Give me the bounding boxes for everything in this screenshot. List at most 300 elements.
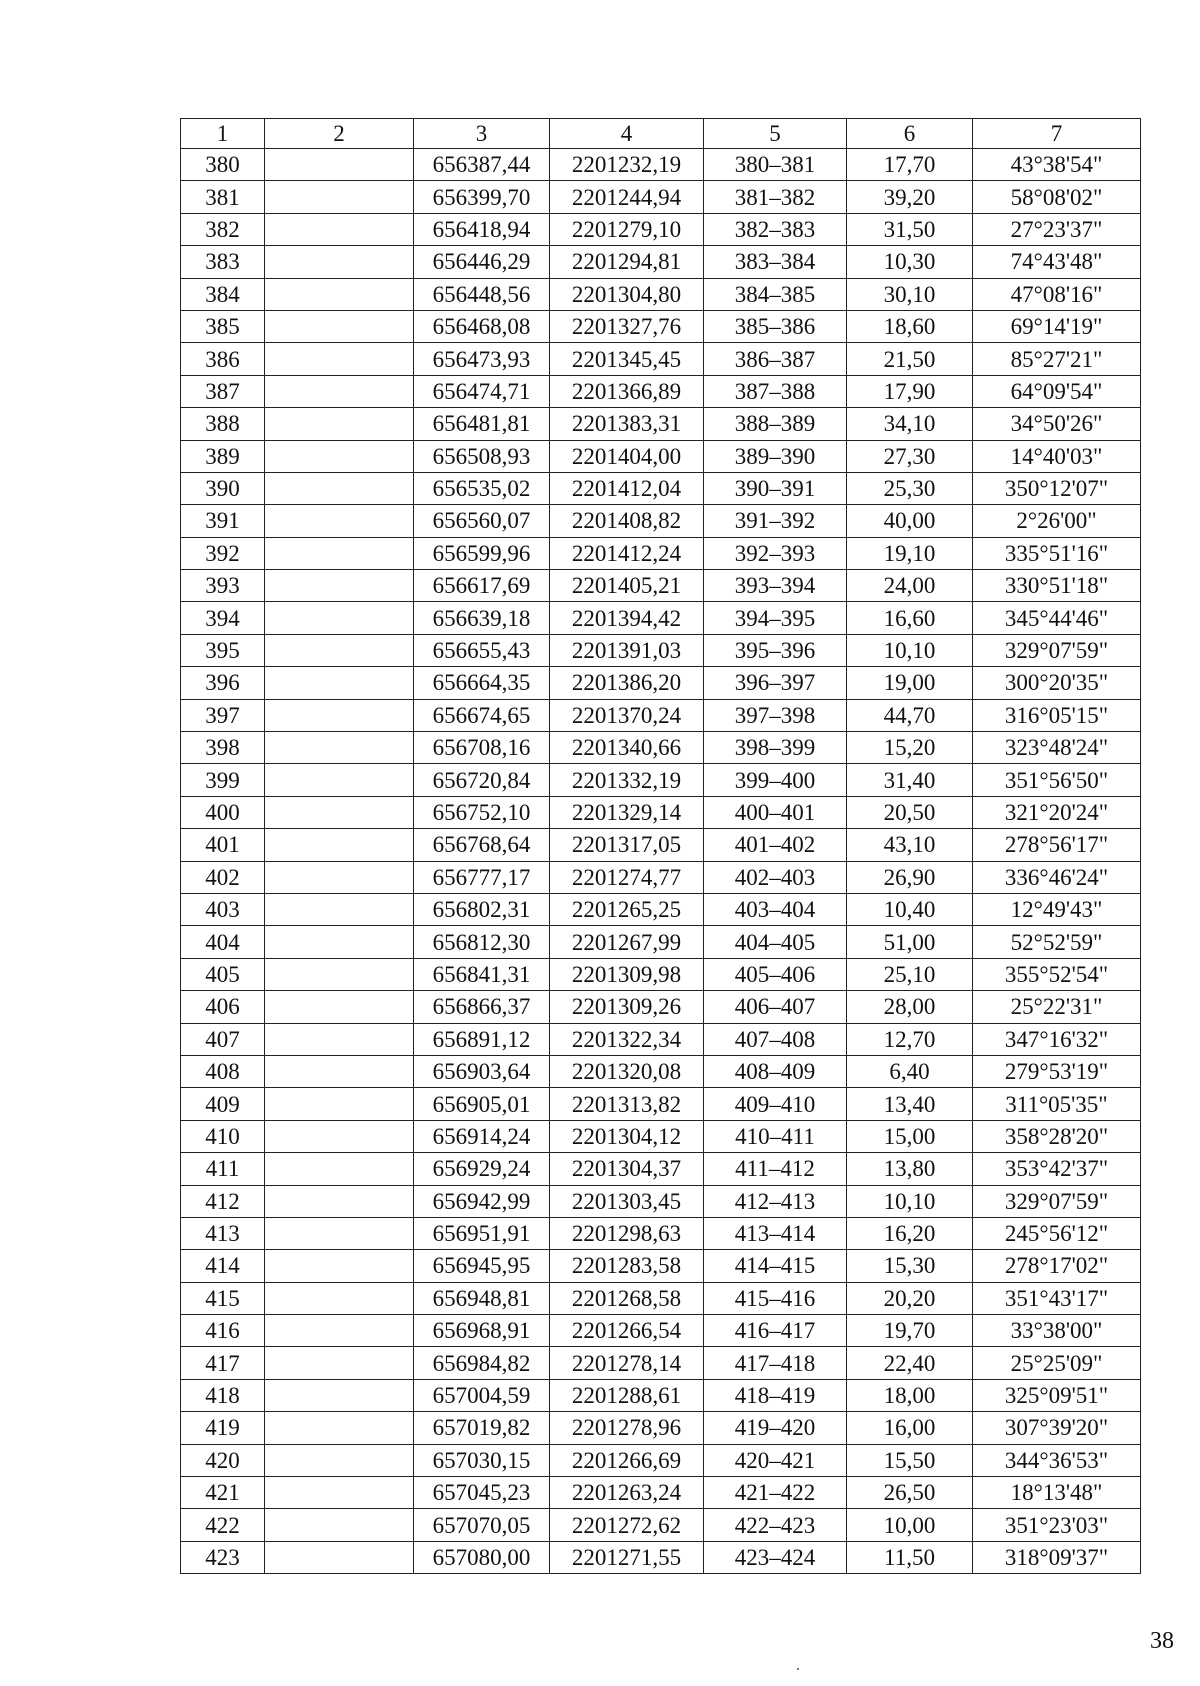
cell-y-coordinate: 2201271,55 — [550, 1541, 704, 1573]
table-row — [181, 893, 1141, 925]
cell-x-coordinate: 656481,81 — [414, 408, 550, 440]
cell-length: 28,00 — [847, 991, 973, 1023]
cell-col-2 — [265, 667, 414, 699]
table-header — [181, 119, 1141, 149]
table-row — [181, 1509, 1141, 1541]
cell-segment: 382–383 — [704, 213, 847, 245]
cell-segment: 402–403 — [704, 861, 847, 893]
cell-segment: 421–422 — [704, 1477, 847, 1509]
cell-y-coordinate: 2201244,94 — [550, 181, 704, 213]
cell-length: 12,70 — [847, 1023, 973, 1055]
cell-bearing: 47°08'16" — [973, 278, 1141, 310]
cell-y-coordinate: 2201279,10 — [550, 213, 704, 245]
cell-point-number: 408 — [181, 1055, 265, 1087]
cell-x-coordinate: 656535,02 — [414, 472, 550, 504]
cell-col-2 — [265, 149, 414, 181]
cell-point-number: 395 — [181, 634, 265, 666]
cell-length: 39,20 — [847, 181, 973, 213]
cell-segment: 410–411 — [704, 1120, 847, 1152]
cell-y-coordinate: 2201304,12 — [550, 1120, 704, 1152]
cell-bearing: 350°12'07" — [973, 472, 1141, 504]
cell-bearing: 351°43'17" — [973, 1282, 1141, 1314]
coordinates-table — [180, 118, 1141, 1574]
cell-point-number: 415 — [181, 1282, 265, 1314]
table-row — [181, 634, 1141, 666]
cell-bearing: 33°38'00" — [973, 1315, 1141, 1347]
cell-x-coordinate: 656720,84 — [414, 764, 550, 796]
cell-x-coordinate: 656599,96 — [414, 537, 550, 569]
cell-bearing: 25°22'31" — [973, 991, 1141, 1023]
table-row — [181, 375, 1141, 407]
cell-point-number: 402 — [181, 861, 265, 893]
cell-segment: 411–412 — [704, 1153, 847, 1185]
cell-segment: 398–399 — [704, 732, 847, 764]
cell-y-coordinate: 2201278,14 — [550, 1347, 704, 1379]
cell-bearing: 318°09'37" — [973, 1541, 1141, 1573]
cell-x-coordinate: 657080,00 — [414, 1541, 550, 1573]
cell-segment: 417–418 — [704, 1347, 847, 1379]
cell-point-number: 396 — [181, 667, 265, 699]
cell-x-coordinate: 656418,94 — [414, 213, 550, 245]
cell-point-number: 400 — [181, 796, 265, 828]
cell-segment: 394–395 — [704, 602, 847, 634]
cell-segment: 408–409 — [704, 1055, 847, 1087]
cell-length: 6,40 — [847, 1055, 973, 1087]
cell-x-coordinate: 656802,31 — [414, 893, 550, 925]
cell-y-coordinate: 2201278,96 — [550, 1412, 704, 1444]
cell-point-number: 409 — [181, 1088, 265, 1120]
cell-length: 26,50 — [847, 1477, 973, 1509]
cell-point-number: 406 — [181, 991, 265, 1023]
header-cell-2: 2 — [265, 119, 414, 149]
cell-point-number: 412 — [181, 1185, 265, 1217]
table-row — [181, 991, 1141, 1023]
cell-segment: 396–397 — [704, 667, 847, 699]
cell-x-coordinate: 656387,44 — [414, 149, 550, 181]
cell-x-coordinate: 656474,71 — [414, 375, 550, 407]
cell-length: 17,70 — [847, 149, 973, 181]
cell-y-coordinate: 2201405,21 — [550, 570, 704, 602]
cell-bearing: 43°38'54" — [973, 149, 1141, 181]
cell-y-coordinate: 2201298,63 — [550, 1217, 704, 1249]
cell-segment: 389–390 — [704, 440, 847, 472]
cell-x-coordinate: 657070,05 — [414, 1509, 550, 1541]
cell-col-2 — [265, 1444, 414, 1476]
cell-segment: 397–398 — [704, 699, 847, 731]
cell-segment: 418–419 — [704, 1379, 847, 1411]
cell-x-coordinate: 657004,59 — [414, 1379, 550, 1411]
cell-bearing: 52°52'59" — [973, 926, 1141, 958]
table-body — [181, 149, 1141, 1574]
cell-col-2 — [265, 278, 414, 310]
cell-length: 13,80 — [847, 1153, 973, 1185]
cell-length: 26,90 — [847, 861, 973, 893]
cell-bearing: 279°53'19" — [973, 1055, 1141, 1087]
cell-y-coordinate: 2201267,99 — [550, 926, 704, 958]
cell-col-2 — [265, 246, 414, 278]
cell-col-2 — [265, 181, 414, 213]
cell-bearing: 307°39'20" — [973, 1412, 1141, 1444]
cell-bearing: 321°20'24" — [973, 796, 1141, 828]
cell-bearing: 14°40'03" — [973, 440, 1141, 472]
table-row — [181, 278, 1141, 310]
cell-y-coordinate: 2201345,45 — [550, 343, 704, 375]
cell-segment: 392–393 — [704, 537, 847, 569]
cell-length: 10,00 — [847, 1509, 973, 1541]
cell-y-coordinate: 2201370,24 — [550, 699, 704, 731]
cell-col-2 — [265, 1250, 414, 1282]
table-row — [181, 796, 1141, 828]
cell-bearing: 300°20'35" — [973, 667, 1141, 699]
cell-x-coordinate: 656968,91 — [414, 1315, 550, 1347]
cell-length: 51,00 — [847, 926, 973, 958]
cell-col-2 — [265, 958, 414, 990]
table-row — [181, 699, 1141, 731]
cell-col-2 — [265, 1120, 414, 1152]
cell-segment: 404–405 — [704, 926, 847, 958]
cell-point-number: 383 — [181, 246, 265, 278]
table-row — [181, 408, 1141, 440]
cell-bearing: 345°44'46" — [973, 602, 1141, 634]
cell-x-coordinate: 656617,69 — [414, 570, 550, 602]
cell-bearing: 311°05'35" — [973, 1088, 1141, 1120]
cell-x-coordinate: 656948,81 — [414, 1282, 550, 1314]
table-row — [181, 246, 1141, 278]
cell-segment: 413–414 — [704, 1217, 847, 1249]
header-cell-3: 3 — [414, 119, 550, 149]
cell-length: 19,10 — [847, 537, 973, 569]
table-row — [181, 1541, 1141, 1573]
cell-col-2 — [265, 408, 414, 440]
cell-y-coordinate: 2201327,76 — [550, 310, 704, 342]
cell-point-number: 387 — [181, 375, 265, 407]
table-row — [181, 343, 1141, 375]
cell-bearing: 2°26'00" — [973, 505, 1141, 537]
cell-bearing: 278°56'17" — [973, 829, 1141, 861]
cell-bearing: 25°25'09" — [973, 1347, 1141, 1379]
table-row — [181, 570, 1141, 602]
cell-segment: 393–394 — [704, 570, 847, 602]
cell-point-number: 392 — [181, 537, 265, 569]
cell-col-2 — [265, 634, 414, 666]
cell-x-coordinate: 656468,08 — [414, 310, 550, 342]
table-row — [181, 1315, 1141, 1347]
cell-x-coordinate: 656446,29 — [414, 246, 550, 278]
cell-x-coordinate: 656560,07 — [414, 505, 550, 537]
cell-segment: 420–421 — [704, 1444, 847, 1476]
cell-y-coordinate: 2201309,26 — [550, 991, 704, 1023]
cell-col-2 — [265, 1088, 414, 1120]
cell-x-coordinate: 656708,16 — [414, 732, 550, 764]
cell-length: 31,40 — [847, 764, 973, 796]
cell-col-2 — [265, 310, 414, 342]
cell-bearing: 64°09'54" — [973, 375, 1141, 407]
table-row — [181, 537, 1141, 569]
cell-col-2 — [265, 1055, 414, 1087]
cell-segment: 390–391 — [704, 472, 847, 504]
cell-y-coordinate: 2201303,45 — [550, 1185, 704, 1217]
cell-col-2 — [265, 472, 414, 504]
cell-segment: 380–381 — [704, 149, 847, 181]
cell-bearing: 245°56'12" — [973, 1217, 1141, 1249]
cell-x-coordinate: 656473,93 — [414, 343, 550, 375]
cell-bearing: 335°51'16" — [973, 537, 1141, 569]
cell-col-2 — [265, 343, 414, 375]
cell-x-coordinate: 656655,43 — [414, 634, 550, 666]
cell-point-number: 393 — [181, 570, 265, 602]
cell-length: 10,10 — [847, 634, 973, 666]
cell-y-coordinate: 2201394,42 — [550, 602, 704, 634]
cell-segment: 385–386 — [704, 310, 847, 342]
cell-point-number: 420 — [181, 1444, 265, 1476]
cell-x-coordinate: 656942,99 — [414, 1185, 550, 1217]
cell-bearing: 355°52'54" — [973, 958, 1141, 990]
table-row — [181, 472, 1141, 504]
cell-segment: 388–389 — [704, 408, 847, 440]
header-cell-6: 6 — [847, 119, 973, 149]
cell-x-coordinate: 656777,17 — [414, 861, 550, 893]
cell-x-coordinate: 656399,70 — [414, 181, 550, 213]
cell-x-coordinate: 657030,15 — [414, 1444, 550, 1476]
cell-x-coordinate: 656841,31 — [414, 958, 550, 990]
cell-segment: 383–384 — [704, 246, 847, 278]
cell-x-coordinate: 656752,10 — [414, 796, 550, 828]
cell-col-2 — [265, 991, 414, 1023]
header-cell-1: 1 — [181, 119, 265, 149]
cell-bearing: 330°51'18" — [973, 570, 1141, 602]
cell-point-number: 389 — [181, 440, 265, 472]
cell-length: 18,60 — [847, 310, 973, 342]
cell-x-coordinate: 656768,64 — [414, 829, 550, 861]
cell-point-number: 405 — [181, 958, 265, 990]
cell-segment: 416–417 — [704, 1315, 847, 1347]
cell-point-number: 407 — [181, 1023, 265, 1055]
cell-col-2 — [265, 699, 414, 731]
table-row — [181, 1477, 1141, 1509]
cell-point-number: 413 — [181, 1217, 265, 1249]
cell-segment: 423–424 — [704, 1541, 847, 1573]
cell-x-coordinate: 656664,35 — [414, 667, 550, 699]
cell-x-coordinate: 656674,65 — [414, 699, 550, 731]
cell-col-2 — [265, 1412, 414, 1444]
cell-point-number: 421 — [181, 1477, 265, 1509]
cell-x-coordinate: 656448,56 — [414, 278, 550, 310]
cell-length: 20,20 — [847, 1282, 973, 1314]
cell-y-coordinate: 2201263,24 — [550, 1477, 704, 1509]
cell-length: 25,30 — [847, 472, 973, 504]
cell-segment: 405–406 — [704, 958, 847, 990]
table-row — [181, 1120, 1141, 1152]
cell-length: 17,90 — [847, 375, 973, 407]
cell-length: 22,40 — [847, 1347, 973, 1379]
cell-length: 30,10 — [847, 278, 973, 310]
header-cell-5: 5 — [704, 119, 847, 149]
cell-y-coordinate: 2201386,20 — [550, 667, 704, 699]
cell-col-2 — [265, 1185, 414, 1217]
cell-segment: 422–423 — [704, 1509, 847, 1541]
cell-segment: 391–392 — [704, 505, 847, 537]
cell-length: 16,20 — [847, 1217, 973, 1249]
table-row — [181, 732, 1141, 764]
cell-bearing: 85°27'21" — [973, 343, 1141, 375]
cell-y-coordinate: 2201322,34 — [550, 1023, 704, 1055]
cell-bearing: 18°13'48" — [973, 1477, 1141, 1509]
cell-bearing: 351°23'03" — [973, 1509, 1141, 1541]
cell-segment: 409–410 — [704, 1088, 847, 1120]
cell-point-number: 416 — [181, 1315, 265, 1347]
cell-bearing: 58°08'02" — [973, 181, 1141, 213]
cell-segment: 419–420 — [704, 1412, 847, 1444]
cell-y-coordinate: 2201232,19 — [550, 149, 704, 181]
cell-length: 31,50 — [847, 213, 973, 245]
cell-x-coordinate: 656639,18 — [414, 602, 550, 634]
cell-col-2 — [265, 1153, 414, 1185]
cell-bearing: 329°07'59" — [973, 634, 1141, 666]
cell-length: 20,50 — [847, 796, 973, 828]
cell-col-2 — [265, 1379, 414, 1411]
table-row — [181, 1444, 1141, 1476]
cell-y-coordinate: 2201265,25 — [550, 893, 704, 925]
cell-col-2 — [265, 1315, 414, 1347]
cell-bearing: 325°09'51" — [973, 1379, 1141, 1411]
table-row — [181, 1185, 1141, 1217]
cell-y-coordinate: 2201313,82 — [550, 1088, 704, 1120]
cell-y-coordinate: 2201408,82 — [550, 505, 704, 537]
cell-bearing: 74°43'48" — [973, 246, 1141, 278]
cell-bearing: 316°05'15" — [973, 699, 1141, 731]
cell-col-2 — [265, 796, 414, 828]
cell-col-2 — [265, 893, 414, 925]
cell-length: 44,70 — [847, 699, 973, 731]
cell-segment: 415–416 — [704, 1282, 847, 1314]
table-row — [181, 1055, 1141, 1087]
cell-point-number: 385 — [181, 310, 265, 342]
cell-bearing: 336°46'24" — [973, 861, 1141, 893]
table-row — [181, 1250, 1141, 1282]
table-row — [181, 1217, 1141, 1249]
cell-y-coordinate: 2201329,14 — [550, 796, 704, 828]
cell-point-number: 388 — [181, 408, 265, 440]
cell-x-coordinate: 656951,91 — [414, 1217, 550, 1249]
cell-col-2 — [265, 213, 414, 245]
cell-y-coordinate: 2201294,81 — [550, 246, 704, 278]
cell-bearing: 347°16'32" — [973, 1023, 1141, 1055]
cell-y-coordinate: 2201317,05 — [550, 829, 704, 861]
cell-point-number: 414 — [181, 1250, 265, 1282]
cell-x-coordinate: 656903,64 — [414, 1055, 550, 1087]
cell-segment: 395–396 — [704, 634, 847, 666]
cell-length: 16,60 — [847, 602, 973, 634]
cell-y-coordinate: 2201332,19 — [550, 764, 704, 796]
cell-col-2 — [265, 1023, 414, 1055]
cell-x-coordinate: 656905,01 — [414, 1088, 550, 1120]
cell-x-coordinate: 656984,82 — [414, 1347, 550, 1379]
cell-bearing: 278°17'02" — [973, 1250, 1141, 1282]
cell-col-2 — [265, 1477, 414, 1509]
cell-point-number: 401 — [181, 829, 265, 861]
cell-segment: 400–401 — [704, 796, 847, 828]
cell-point-number: 418 — [181, 1379, 265, 1411]
table-row — [181, 1347, 1141, 1379]
cell-segment: 387–388 — [704, 375, 847, 407]
cell-segment: 407–408 — [704, 1023, 847, 1055]
cell-point-number: 411 — [181, 1153, 265, 1185]
cell-x-coordinate: 657019,82 — [414, 1412, 550, 1444]
cell-point-number: 386 — [181, 343, 265, 375]
cell-length: 43,10 — [847, 829, 973, 861]
cell-col-2 — [265, 375, 414, 407]
cell-segment: 381–382 — [704, 181, 847, 213]
cell-y-coordinate: 2201320,08 — [550, 1055, 704, 1087]
header-row — [181, 119, 1141, 149]
page-number: 38 — [1150, 1628, 1174, 1654]
cell-y-coordinate: 2201412,04 — [550, 472, 704, 504]
cell-length: 13,40 — [847, 1088, 973, 1120]
cell-y-coordinate: 2201283,58 — [550, 1250, 704, 1282]
cell-bearing: 358°28'20" — [973, 1120, 1141, 1152]
cell-x-coordinate: 656508,93 — [414, 440, 550, 472]
table-row — [181, 861, 1141, 893]
table-row — [181, 505, 1141, 537]
cell-point-number: 410 — [181, 1120, 265, 1152]
cell-y-coordinate: 2201391,03 — [550, 634, 704, 666]
cell-x-coordinate: 656866,37 — [414, 991, 550, 1023]
cell-col-2 — [265, 1541, 414, 1573]
cell-point-number: 381 — [181, 181, 265, 213]
cell-length: 40,00 — [847, 505, 973, 537]
table-row — [181, 181, 1141, 213]
cell-point-number: 403 — [181, 893, 265, 925]
cell-y-coordinate: 2201366,89 — [550, 375, 704, 407]
cell-y-coordinate: 2201272,62 — [550, 1509, 704, 1541]
cell-point-number: 398 — [181, 732, 265, 764]
table-row — [181, 958, 1141, 990]
cell-col-2 — [265, 537, 414, 569]
cell-segment: 399–400 — [704, 764, 847, 796]
cell-y-coordinate: 2201304,80 — [550, 278, 704, 310]
cell-x-coordinate: 656812,30 — [414, 926, 550, 958]
cell-point-number: 423 — [181, 1541, 265, 1573]
cell-col-2 — [265, 1282, 414, 1314]
cell-segment: 414–415 — [704, 1250, 847, 1282]
cell-length: 19,70 — [847, 1315, 973, 1347]
table-row — [181, 1153, 1141, 1185]
cell-y-coordinate: 2201266,69 — [550, 1444, 704, 1476]
cell-bearing: 344°36'53" — [973, 1444, 1141, 1476]
table-row — [181, 764, 1141, 796]
cell-point-number: 399 — [181, 764, 265, 796]
cell-x-coordinate: 656929,24 — [414, 1153, 550, 1185]
scan-speck — [797, 1668, 799, 1670]
cell-length: 15,20 — [847, 732, 973, 764]
cell-y-coordinate: 2201404,00 — [550, 440, 704, 472]
cell-segment: 401–402 — [704, 829, 847, 861]
cell-point-number: 390 — [181, 472, 265, 504]
cell-length: 10,10 — [847, 1185, 973, 1217]
cell-x-coordinate: 657045,23 — [414, 1477, 550, 1509]
cell-col-2 — [265, 570, 414, 602]
cell-length: 15,00 — [847, 1120, 973, 1152]
cell-segment: 384–385 — [704, 278, 847, 310]
cell-point-number: 422 — [181, 1509, 265, 1541]
cell-x-coordinate: 656891,12 — [414, 1023, 550, 1055]
cell-segment: 406–407 — [704, 991, 847, 1023]
cell-point-number: 382 — [181, 213, 265, 245]
cell-bearing: 351°56'50" — [973, 764, 1141, 796]
cell-segment: 403–404 — [704, 893, 847, 925]
cell-point-number: 384 — [181, 278, 265, 310]
cell-length: 11,50 — [847, 1541, 973, 1573]
